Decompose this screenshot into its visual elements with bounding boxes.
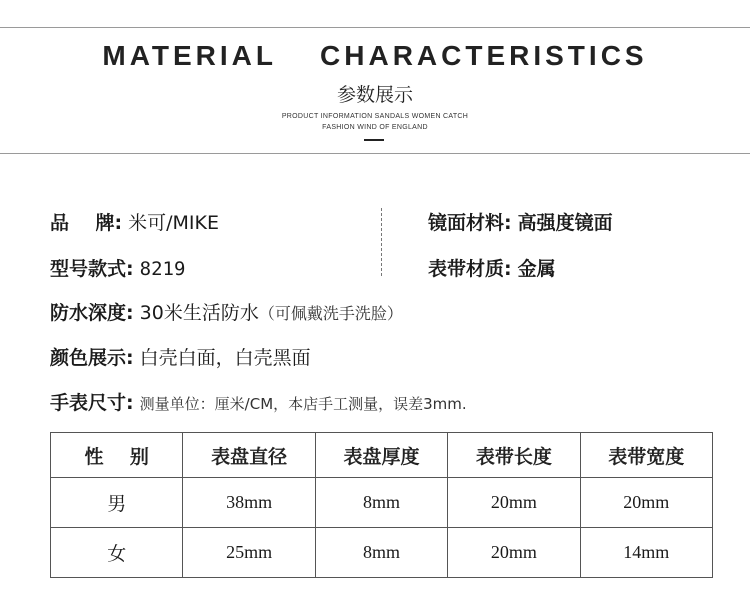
cell-dial-thickness: 8mm — [315, 528, 447, 578]
cell-gender: 女 — [51, 528, 183, 578]
header-dial-thickness: 表盘厚度 — [315, 433, 447, 478]
spec-label: 镜面材料 — [428, 212, 505, 234]
spec-colon: : — [126, 347, 134, 369]
spec-color — [50, 343, 311, 370]
section-title: MATERIAL CHARACTERISTICS — [102, 40, 648, 71]
header-gender: 性 别 — [51, 433, 183, 478]
cell-gender: 男 — [51, 478, 183, 528]
cell-dial-thickness: 8mm — [315, 478, 447, 528]
spec-strap-material — [428, 254, 556, 281]
spec-value: 金属 — [517, 258, 556, 280]
spec-value: 白壳白面，白壳黑面 — [139, 347, 311, 369]
title-underline — [364, 139, 384, 141]
spec-value: 30米生活防水 — [139, 302, 259, 324]
cell-dial-diameter: 25mm — [183, 528, 315, 578]
header-strap-length: 表带长度 — [448, 433, 580, 478]
spec-note: （可佩戴洗手洗脸） — [258, 304, 403, 323]
column-divider — [381, 208, 382, 276]
spec-label: 品 牌 — [50, 212, 115, 234]
table-row — [51, 478, 713, 528]
cell-strap-width: 14mm — [580, 528, 712, 578]
spec-size — [50, 388, 467, 415]
section-subtitle: 参数展示 — [336, 84, 413, 106]
table-header-row — [51, 433, 713, 478]
spec-colon: : — [504, 258, 512, 280]
spec-label: 手表尺寸 — [50, 392, 127, 414]
header-dial-diameter: 表盘直径 — [183, 433, 315, 478]
spec-value: 测量单位：厘米/CM，本店手工测量，误差3mm. — [139, 395, 467, 413]
spec-colon: : — [504, 212, 512, 234]
spec-value: 高强度镜面 — [517, 212, 613, 234]
cell-strap-width: 20mm — [580, 478, 712, 528]
cell-dial-diameter: 38mm — [183, 478, 315, 528]
spec-value: 米可/MIKE — [128, 212, 219, 234]
header-bottom-divider — [0, 153, 750, 154]
spec-brand — [50, 208, 219, 235]
spec-colon: : — [114, 212, 123, 234]
spec-waterproof — [50, 298, 403, 325]
spec-mirror — [428, 208, 613, 235]
top-divider — [0, 27, 750, 28]
cell-strap-length: 20mm — [448, 478, 580, 528]
tagline-1: PRODUCT INFORMATION SANDALS WOMEN CATCH — [281, 113, 469, 120]
cell-strap-length: 20mm — [448, 528, 580, 578]
size-table — [50, 432, 713, 578]
tagline-2: FASHION WIND OF ENGLAND — [322, 124, 428, 131]
spec-model — [50, 254, 185, 281]
spec-colon: : — [126, 392, 134, 414]
spec-label: 防水深度 — [50, 302, 127, 324]
spec-colon: : — [126, 258, 134, 280]
spec-label: 型号款式 — [50, 258, 127, 280]
header-strap-width: 表带宽度 — [580, 433, 712, 478]
table-row — [51, 528, 713, 578]
spec-label: 颜色展示 — [50, 347, 127, 369]
spec-value: 8219 — [139, 258, 186, 280]
spec-label: 表带材质 — [428, 258, 505, 280]
spec-colon: : — [126, 302, 134, 324]
